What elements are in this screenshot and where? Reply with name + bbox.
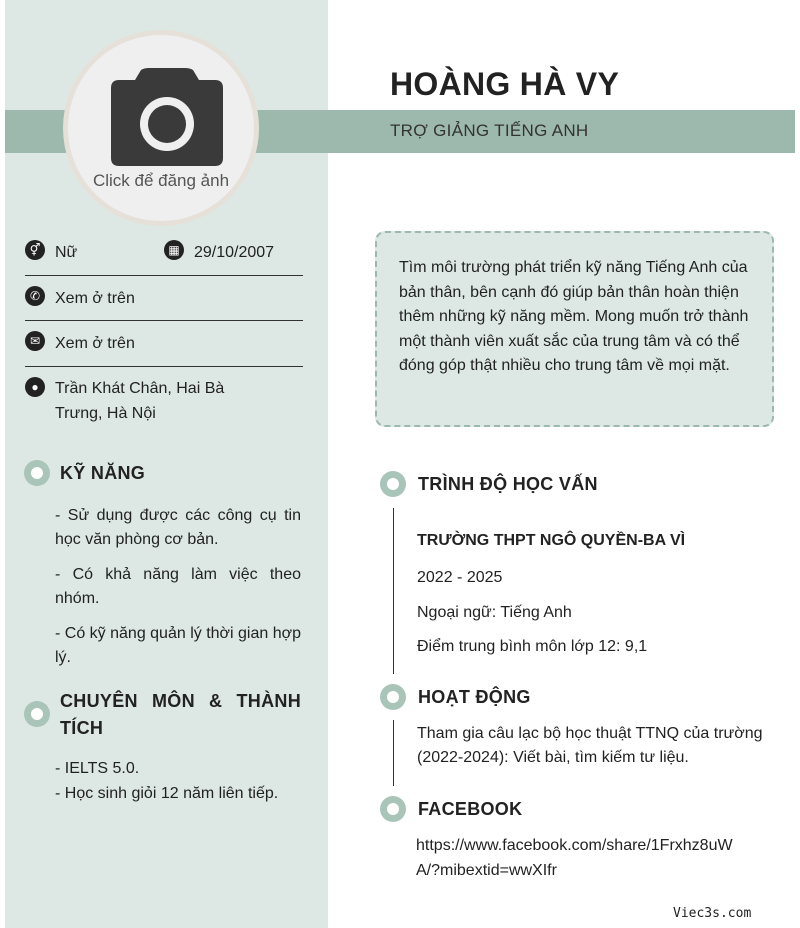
phone-icon: ✆ [25,286,45,306]
education-major: Ngoại ngữ: Tiếng Anh [417,604,572,621]
gender-icon: ⚥ [25,240,45,260]
job-title: TRỢ GIẢNG TIẾNG ANH [390,121,589,140]
education-years: 2022 - 2025 [417,569,503,586]
activities-text: Tham gia câu lạc bộ học thuật TTNQ của trường (2022-2024): Viết bài, tìm kiếm tư liệu. [417,725,763,766]
graduation-cap-icon [380,471,406,497]
gender-value: Nữ [55,244,78,261]
achievements-title: CHUYÊN MÔN & THÀNH TÍCH [60,691,301,738]
divider [25,320,303,321]
facebook-url-line1[interactable]: https://www.facebook.com/share/1Frxhz8uW [416,837,733,854]
calendar-icon: ▦ [164,240,184,260]
school-name: TRƯỜNG THPT NGÔ QUYỀN-BA VÌ [417,532,686,549]
camera-icon [111,68,223,166]
divider [25,275,303,276]
activities-icon [380,684,406,710]
education-title: TRÌNH ĐỘ HỌC VẤN [418,474,598,494]
birthday-value: 29/10/2007 [194,244,275,261]
email-value: Xem ở trên [55,335,135,352]
skills-title: KỸ NĂNG [60,463,146,483]
facebook-url-line2[interactable]: A/?mibextid=wwXIfr [416,862,557,879]
phone-value: Xem ở trên [55,290,135,307]
skills-item: - Sử dụng được các công cụ tin học văn phòng cơ bản. [55,507,301,548]
activities-title: HOẠT ĐỘNG [418,687,531,707]
facebook-icon [380,796,406,822]
profile-photo-upload[interactable] [63,30,259,226]
timeline-line [393,508,394,674]
divider [25,366,303,367]
skills-item: - Có khả năng làm việc theo nhóm. [55,566,301,607]
timeline-line [393,720,394,786]
achievement-item: - Học sinh giỏi 12 năm liên tiếp. [55,785,279,802]
candidate-name: HOÀNG HÀ VY [390,66,620,102]
award-icon [24,701,50,727]
career-objective: Tìm môi trường phát triển kỹ năng Tiếng Anh của bản thân, bên cạnh đó giúp bản thân hoàn thiện thêm những kỹ năng mềm. Mong muốn trở thành một thành viên xuất sắc của trung tâm và có thể đóng góp thật nhiều cho trung tâm về mọi mặt. [375,231,774,427]
location-pin-icon: ● [25,377,45,397]
achievement-item: - IELTS 5.0. [55,760,140,777]
email-icon: ✉ [25,331,45,351]
skills-icon [24,460,50,486]
address-value: Trần Khát Chân, Hai Bà Trưng, Hà Nội [55,380,225,422]
facebook-title: FACEBOOK [418,799,523,819]
photo-upload-label: Click để đăng ảnh [92,171,230,190]
skills-item: - Có kỹ năng quản lý thời gian hợp lý. [55,625,302,666]
education-gpa: Điểm trung bình môn lớp 12: 9,1 [417,638,648,655]
watermark: Viec3s.com [673,906,752,921]
